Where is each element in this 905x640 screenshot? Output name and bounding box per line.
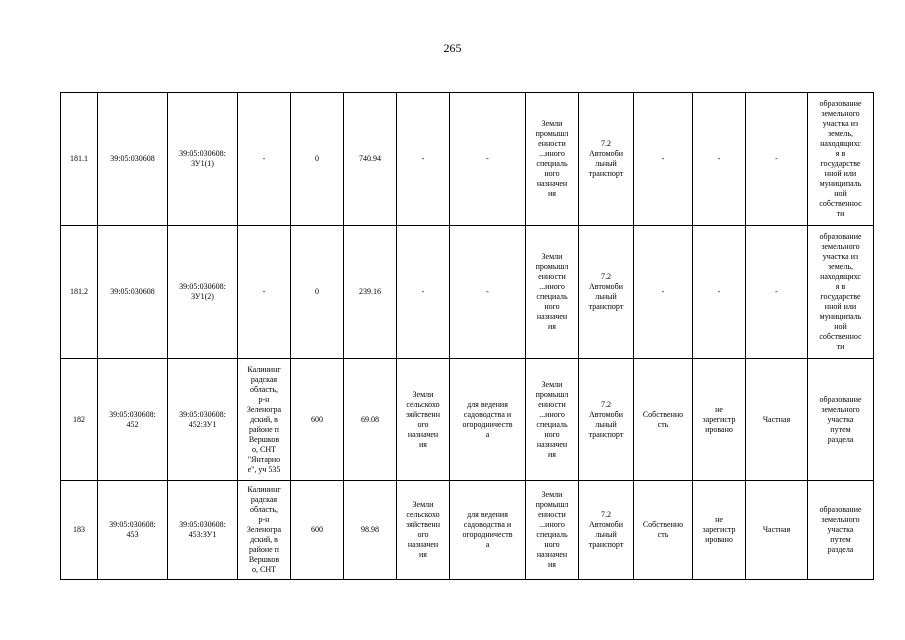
planned-permitted-use-cell: 7.2 Автомоби льный транспорт [579,226,634,359]
right-holder-cell: Собственно сть [634,481,693,580]
formed-area-cell: 69.08 [344,359,397,481]
ownership-cell: - [746,226,808,359]
formed-area-cell: 239.16 [344,226,397,359]
table-row [61,359,874,481]
formation-method-cell: образование земельного участка из земель, находящихс я в государстве нной или муниципаль ной собственнос ти [808,93,874,226]
right-type-cell: - [693,226,746,359]
address-cell: Калининг радская область, р-н Зеленогра дский, в районе п Вершков о, СНТ "Янтарно е", уч 535 [238,359,291,481]
land-plots-table [60,92,874,580]
row-number-cell: 181.1 [61,93,98,226]
formation-method-cell: образование земельного участка путем раздела [808,359,874,481]
ownership-cell: Частная [746,359,808,481]
cadastral-quarter-cell: 39:05:030608: 453 [98,481,168,580]
existing-permitted-use-cell: - [450,226,526,359]
planned-land-category-cell: Земли промышл енности ...иного специаль ного назначен ия [526,93,579,226]
formed-area-cell: 98.98 [344,481,397,580]
planned-land-category-cell: Земли промышл енности ...иного специаль ного назначен ия [526,226,579,359]
cadastral-quarter-cell: 39:05:030608 [98,226,168,359]
existing-land-category-cell: - [397,226,450,359]
table-row [61,93,874,226]
existing-land-category-cell: - [397,93,450,226]
existing-land-category-cell: Земли сельскохо зяйственн ого назначен ия [397,359,450,481]
formation-method-cell: образование земельного участка путем раздела [808,481,874,580]
planned-permitted-use-cell: 7.2 Автомоби льный транспорт [579,93,634,226]
table-row [61,481,874,580]
formation-method-cell: образование земельного участка из земель, находящихс я в государстве нной или муниципаль ной собственнос ти [808,226,874,359]
right-type-cell: не зарегистр ировано [693,359,746,481]
existing-land-category-cell: Земли сельскохо зяйственн ого назначен ия [397,481,450,580]
right-holder-cell: - [634,226,693,359]
right-type-cell: не зарегистр ировано [693,481,746,580]
existing-permitted-use-cell: - [450,93,526,226]
address-cell: - [238,226,291,359]
formed-area-cell: 740.94 [344,93,397,226]
row-number-cell: 183 [61,481,98,580]
ownership-cell: - [746,93,808,226]
existing-permitted-use-cell: для ведения садоводства и огородничеств а [450,359,526,481]
planned-permitted-use-cell: 7.2 Автомоби льный транспорт [579,481,634,580]
plot-designation-cell: 39:05:030608: 453:ЗУ1 [168,481,238,580]
planned-permitted-use-cell: 7.2 Автомоби льный транспорт [579,359,634,481]
existing-permitted-use-cell: для ведения садоводства и огородничеств а [450,481,526,580]
planned-land-category-cell: Земли промышл енности ...иного специаль ного назначен ия [526,481,579,580]
declared-area-cell: 0 [291,93,344,226]
table-row [61,226,874,359]
row-number-cell: 181.2 [61,226,98,359]
ownership-cell: Частная [746,481,808,580]
declared-area-cell: 600 [291,359,344,481]
plot-designation-cell: 39:05:030608: ЗУ1(2) [168,226,238,359]
cadastral-quarter-cell: 39:05:030608 [98,93,168,226]
page-number: 265 [443,41,462,55]
declared-area-cell: 600 [291,481,344,580]
right-holder-cell: Собственно сть [634,359,693,481]
address-cell: - [238,93,291,226]
declared-area-cell: 0 [291,226,344,359]
plot-designation-cell: 39:05:030608: ЗУ1(1) [168,93,238,226]
cadastral-quarter-cell: 39:05:030608: 452 [98,359,168,481]
right-type-cell: - [693,93,746,226]
planned-land-category-cell: Земли промышл енности ...иного специаль ного назначен ия [526,359,579,481]
right-holder-cell: - [634,93,693,226]
plot-designation-cell: 39:05:030608: 452:ЗУ1 [168,359,238,481]
row-number-cell: 182 [61,359,98,481]
address-cell: Калининг радская область, р-н Зеленогра дский, в районе п Вершков о, СНТ [238,481,291,580]
